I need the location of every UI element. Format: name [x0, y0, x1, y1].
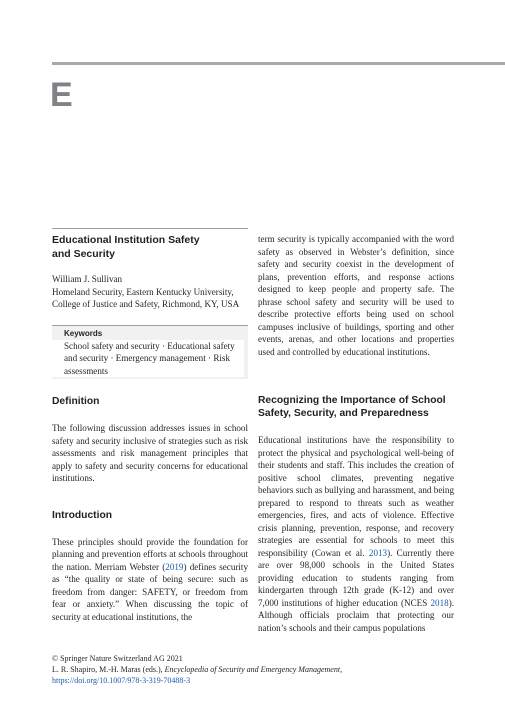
citation-link[interactable]: 2013 — [368, 547, 388, 558]
title-rule — [52, 228, 248, 229]
keywords-label: Keywords — [64, 328, 103, 338]
doi-link[interactable]: https://doi.org/10.1007/978-3-319-70488-3 — [52, 676, 191, 685]
article-title-line-1: Educational Institution Safety — [52, 234, 200, 246]
keywords-box — [52, 325, 248, 380]
para2-text-a: Educational institutions have the responsibility to protect the physical and psychological well-being of their students and staff. This includes the creation of positive school climates, preventing negative behaviors such as bullying and harassment, and being prepared to respond to threats such as weather emergencies, fires, and acts of violence. Effective crisis planning, prevention, response, and recovery strategies are essential for schools to meet this responsibility (Cowan et al. — [258, 435, 454, 558]
intro-text-b: ) defines security as “the quality or state of being secure: such as freedom from danger: SAFETY, or freedom from fear or anxiety.” When discussing the topic of security at educational institutions, the — [52, 561, 249, 622]
copyright-line: © Springer Nature Switzerland AG 2021 — [52, 654, 183, 663]
top-rule — [52, 62, 505, 65]
footer — [52, 653, 472, 686]
para2-text-b: ). Currently there are over 98,000 schools in the United States providing education to students ranging from kindergarten through 12th grade (K-12) and over 7,000 institutions of higher education (NCES — [258, 547, 454, 608]
article-title — [52, 234, 248, 261]
citation-link[interactable]: 2019 — [165, 561, 184, 572]
introduction-heading: Introduction — [52, 509, 113, 521]
definition-heading: Definition — [52, 396, 100, 407]
citation-line — [52, 664, 472, 675]
section-paragraph — [258, 434, 454, 634]
right-column — [258, 233, 454, 634]
author-block — [52, 273, 248, 311]
left-column — [52, 228, 248, 623]
introduction-text — [52, 536, 248, 624]
citation-link[interactable]: 2018 — [430, 597, 449, 608]
author-affiliation: Homeland Security, Eastern Kentucky University, College of Justice and Safety, Richmond, KY, USA — [52, 286, 240, 309]
paragraph-continued: term security is typically accompanied with the word safety as observed in Webster’s definition, since safety and security coexist in the development of plans, prevention efforts, and response actions designed to keep people and property safe. The phrase school safety and security will be used to describe protective efforts being used on school campuses inclusive of buildings, sporting and other events, arenas, and other locations and properties used and controlled by educational institutions. — [258, 234, 454, 357]
article-title-line-2: and Security — [52, 247, 116, 260]
keywords-list: School safety and security · Educational safety and security · Emergency management · Risk assessments — [52, 340, 244, 378]
section-heading: Recognizing the Importance of School Safety, Security, and Preparedness — [258, 395, 446, 419]
definition-text: The following discussion addresses issues in school safety and security inclusive of strategies such as risk assessments and risk management principles that apply to safety and security concerns for educational institutions. — [52, 423, 248, 483]
author-name: William J. Sullivan — [52, 274, 123, 284]
book-title: Encyclopedia of Security and Emergency Management — [164, 665, 341, 674]
editors-text: L. R. Shapiro, M.-H. Maras (eds.), — [52, 665, 165, 674]
comma-text: , — [340, 665, 343, 674]
para2-text-c: ). Although officials proclaim that protecting our nation’s schools and their campus populations — [258, 597, 454, 633]
chapter-letter: E — [50, 76, 73, 114]
intro-text-a: These principles should provide the foundation for planning and prevention efforts at schools throughout the nation. Merriam Webster ( — [52, 536, 248, 572]
